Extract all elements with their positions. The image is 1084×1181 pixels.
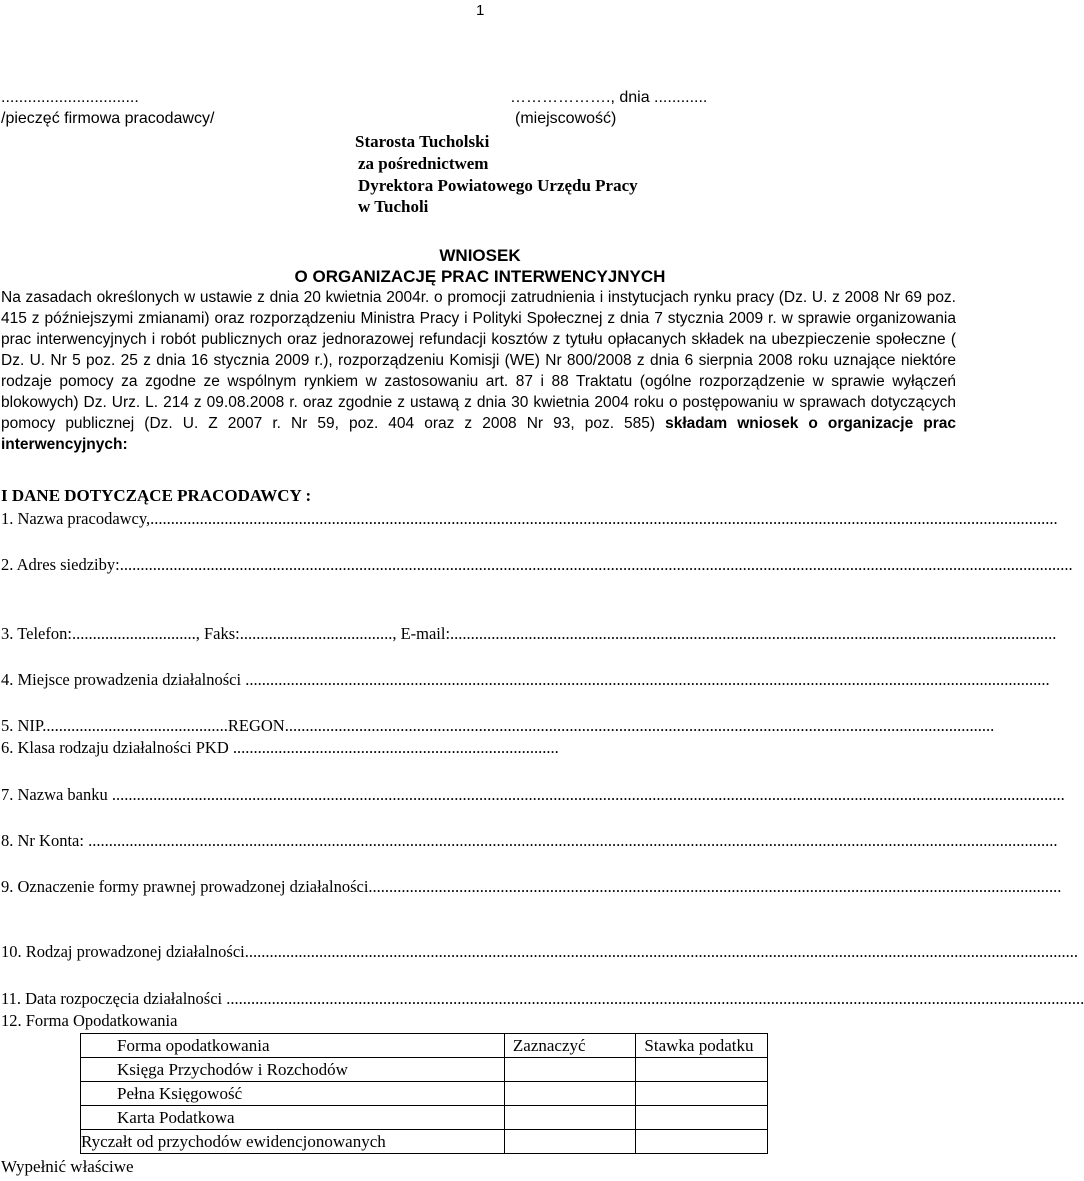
table-header-row [81,1034,768,1058]
place-label: (miejscowość) [515,110,617,127]
field-bank-name[interactable]: 7. Nazwa banku ....................................................................................................................................................................................................................................... [1,785,1065,804]
rate-cell[interactable] [636,1106,768,1130]
legal-basis-text: Na zasadach określonych w ustawie z dnia 20 kwietnia 2004r. o promocji zatrudnienia i instytucjach rynku pracy (Dz. U. z 2008 Nr 69 poz. 415 z późniejszymi zmianami) oraz rozporządzeniu Ministra Pracy i Polityki Społecznej z dnia 7 stycznia 2009 r. w sprawie organizowania prac interwencyjnych i robót publicznych oraz jednorazowej refundacji kosztów z tytułu opłacanych składek na ubezpieczenie społeczne ( Dz. U. Nr 5 poz. 25 z dnia 16 stycznia 2009 r.), rozporządzeniu Komisji (WE) Nr 800/2008 z dnia 6 sierpnia 2008 roku uznające niektóre rodzaje pomocy za zgodne ze wspólnym rynkiem w zastosowaniu art. 87 i 88 Traktatu (ogólne rozporządzenie w sprawie wyłączeń blokowych) Dz. Urz. L. 214 z 09.08.2008 r. oraz zgodnie z ustawą z dnia 30 kwietnia 2004 roku o postępowaniu w sprawach dotyczących pomocy publicznej (Dz. U. Z 2007 r. Nr 59, poz. 404 oraz z 2008 Nr 93, poz. 585) [1,289,956,432]
place-date-line: ………………., dnia ............ [510,89,708,106]
table-row [81,1058,768,1082]
table-row [81,1106,768,1130]
field-pkd[interactable]: 6. Klasa rodzaju działalności PKD ............................................................................... [1,738,559,757]
stamp-label: /pieczęć firmowa pracodawcy/ [1,110,215,127]
addressee-line-1: Starosta Tucholski [355,132,490,151]
stamp-dots: ............................... [1,89,139,106]
addressee-line-2: za pośrednictwem [358,154,489,173]
page-number: 1 [476,2,485,19]
row-label: Pełna Księgowość [81,1082,505,1106]
field-business-type[interactable]: 10. Rodzaj prowadzonej działalności.......................................................................................................................................................................................................... [1,942,1079,961]
mark-cell[interactable] [504,1106,636,1130]
taxation-table [80,1033,768,1154]
footer-note: Wypełnić właściwe [1,1157,134,1176]
row-label: Karta Podatkowa [81,1106,505,1130]
rate-cell[interactable] [636,1058,768,1082]
field-account-number[interactable]: 8. Nr Konta: ........................................................................................................................................................................................................................................... [1,831,1058,850]
legal-basis-bold: składam wniosek o organizacje prac interwencyjnych: [1,415,956,453]
legal-basis-paragraph [1,287,956,455]
mark-cell[interactable] [504,1130,636,1154]
document-title: WNIOSEK [439,246,521,265]
field-address[interactable]: 2. Adres siedziby:....................................................................................................................................................................................................................................... [1,555,1073,574]
header-tax-form: Forma opodatkowania [81,1034,505,1058]
table-row [81,1082,768,1106]
addressee-line-3: Dyrektora Powiatowego Urzędu Pracy [358,176,638,195]
field-place-of-business[interactable]: 4. Miejsce prowadzenia działalności ................................................................................................................................................................................................... [1,670,1050,689]
table-row [81,1130,768,1154]
field-contact[interactable]: 3. Telefon:.............................., Faks:....................................., E-mail:................................................................................................................................................... [1,624,1057,643]
row-label: Księga Przychodów i Rozchodów [81,1058,505,1082]
document-subtitle: O ORGANIZACJĘ PRAC INTERWENCYJNYCH [294,267,666,286]
rate-cell[interactable] [636,1082,768,1106]
field-legal-form[interactable]: 9. Oznaczenie formy prawnej prowadzonej działalności........................................................................................................................................................................ [1,877,1062,896]
rate-cell[interactable] [636,1130,768,1154]
mark-cell[interactable] [504,1082,636,1106]
field-taxation-heading: 12. Forma Opodatkowania [1,1011,178,1030]
header-tax-rate: Stawka podatku [636,1034,768,1058]
row-label: Ryczałt od przychodów ewidencjonowanych [81,1130,505,1154]
mark-cell[interactable] [504,1058,636,1082]
addressee-line-4: w Tucholi [358,197,429,216]
field-employer-name[interactable]: 1. Nazwa pracodawcy,............................................................................................................................................................................................................................ [1,509,1058,528]
section-employer-title: I DANE DOTYCZĄCE PRACODAWCY : [1,486,312,505]
field-start-date[interactable]: 11. Data rozpoczęcia działalności ................................................................................................................................................................................................................ [1,989,1084,1008]
field-nip-regon[interactable]: 5. NIP.............................................REGON............................................................................................................................................................................ [1,716,995,735]
header-mark: Zaznaczyć [504,1034,636,1058]
